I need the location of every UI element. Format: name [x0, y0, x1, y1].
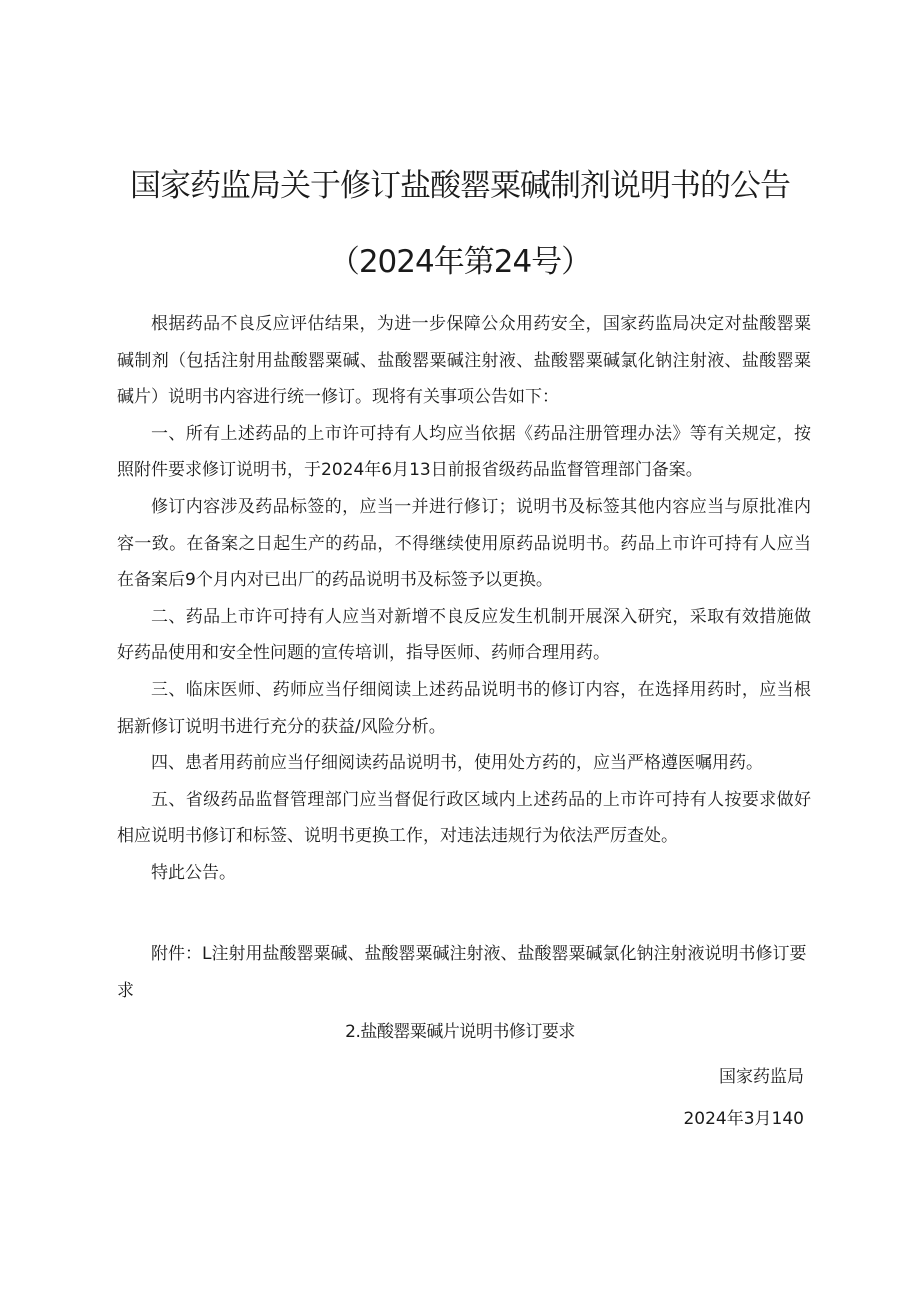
paragraph-closing: 特此公告。 [151, 862, 236, 883]
paragraph-item-4: 四、患者用药前应当仔细阅读药品说明书，使用处方药的，应当严格遵医嘱用药。 [151, 753, 763, 774]
attachments-section [117, 936, 811, 1009]
document-number: （2024年第24号） [328, 244, 592, 280]
issuer-signature: 国家药监局 [719, 1067, 804, 1087]
paragraph-intro: 根据药品不良反应评估结果，为进一步保障公众用药安全，国家药监局决定对盐酸罂粟碱制剂（包括注射用盐酸罂粟碱、盐酸罂粟碱注射液、盐酸罂粟碱氯化钠注射液、盐酸罂粟碱片）说明书内容进行统一修订。现将有关事项公告如下： [117, 314, 811, 408]
attachment-2: 2.盐酸罂粟碱片说明书修订要求 [345, 1022, 575, 1042]
paragraph-item-5: 五、省级药品监督管理部门应当督促行政区域内上述药品的上市许可持有人按要求做好相应说明书修订和标签、说明书更换工作，对违法违规行为依法严厉查处。 [117, 789, 811, 847]
paragraph-item-1: 一、所有上述药品的上市许可持有人均应当依据《药品注册管理办法》等有关规定，按照附件要求修订说明书，于2024年6月13日前报省级药品监督管理部门备案。 [117, 423, 811, 481]
paragraph-item-3: 三、临床医师、药师应当仔细阅读上述药品说明书的修订内容，在选择用药时，应当根据新修订说明书进行充分的获益/风险分析。 [117, 679, 811, 737]
issue-date: 2024年3月140 [683, 1109, 804, 1129]
paragraph-item-1-continued: 修订内容涉及药品标签的，应当一并进行修订；说明书及标签其他内容应当与原批准内容一致。在备案之日起生产的药品，不得继续使用原药品说明书。药品上市许可持有人应当在备案后9个月内对已出厂的药品说明书及标签予以更换。 [117, 496, 811, 591]
attachment-1: 附件：L注射用盐酸罂粟碱、盐酸罂粟碱注射液、盐酸罂粟碱氯化钠注射液说明书修订要求 [117, 944, 807, 1001]
paragraph-item-2: 二、药品上市许可持有人应当对新增不良反应发生机制开展深入研究，采取有效措施做好药品使用和安全性问题的宣传培训，指导医师、药师合理用药。 [117, 606, 811, 664]
document-body [117, 306, 811, 892]
document-title: 国家药监局关于修订盐酸罂粟碱制剂说明书的公告 [130, 168, 790, 204]
